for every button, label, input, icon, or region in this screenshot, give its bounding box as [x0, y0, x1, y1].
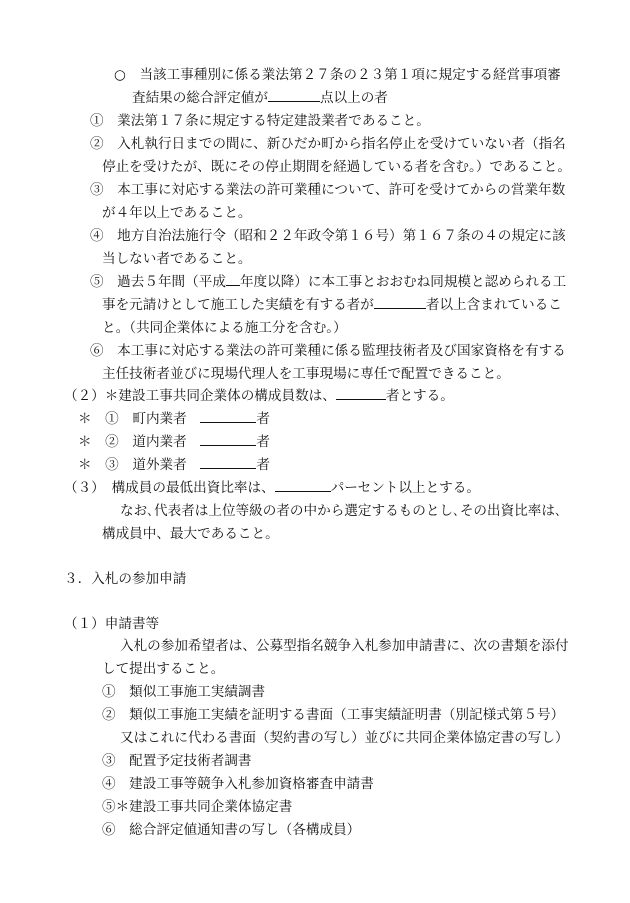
outside-count-blank	[200, 468, 256, 469]
text: 査結果の総合評定値が	[132, 90, 268, 106]
condition-item-5-cont2: と。（共同企業体による施工分を含む。）	[102, 320, 347, 336]
text: 点以上の者	[319, 90, 388, 106]
document-list-item-3: ③ 配置予定技術者調書	[102, 753, 252, 769]
text: 年度以降）に本工事とおおむね同規模と認められる工	[239, 274, 567, 290]
condition-item-5-cont	[102, 296, 562, 314]
representative-note: なお､代表者は上位等級の者の中から選定するものとし､その出資比率は､	[120, 503, 562, 519]
ratio-blank	[275, 491, 331, 492]
condition-item-4-cont: 当しない者であること。	[102, 251, 252, 267]
hokkaido-count-blank	[200, 445, 256, 446]
text: ＊ ① 町内業者	[78, 411, 187, 427]
town-count-blank	[200, 422, 256, 423]
condition-item-6-cont: 主任技術者並びに現場代理人を工事現場に専任で配置できること。	[102, 366, 510, 382]
text: 者とする。	[385, 388, 454, 404]
condition-header-cont	[132, 89, 388, 107]
score-blank	[268, 101, 320, 102]
document-list-item-2-cont: 又はこれに代わる書面（契約書の写し）並びに共同企業体協定書の写し）	[120, 730, 569, 746]
condition-item-2: ② 入札執行日までの間に、新ひだか町から指名停止を受けていない者（指名	[90, 136, 566, 152]
application-paragraph: 入札の参加希望者は、公募型指名競争入札参加申請書に、次の書類を添付	[120, 638, 569, 654]
text: （３） 構成員の最低出資比率は、	[64, 480, 275, 496]
condition-header: ○ 当該工事種別に係る業法第２７条の２３第１項に規定する経営事項審	[114, 67, 561, 83]
text: ＊ ③ 道外業者	[78, 457, 187, 473]
representative-note-cont: 構成員中、最大であること。	[102, 526, 279, 542]
member-row-hokkaido	[78, 433, 270, 451]
member-count-blank	[336, 399, 386, 400]
document-list-item-5: ⑤＊建設工事共同企業体協定書	[102, 799, 293, 815]
document-list-item-2: ② 類似工事施工実績を証明する書面（工事実績証明書（別記様式第５号）	[102, 707, 565, 723]
application-paragraph-cont: して提出すること。	[102, 661, 225, 677]
condition-item-2-cont: 停止を受けたが、既にその停止期間を経過している者を含む。）であること。	[102, 159, 571, 175]
year-blank	[226, 285, 240, 286]
text: 事を元請けとして施工した実績を有する者が	[102, 297, 374, 313]
document-list-item-4: ④ 建設工事等競争入札参加資格審査申請書	[102, 776, 374, 792]
text: 者	[256, 411, 270, 427]
member-row-town	[78, 410, 270, 428]
text: （２）＊建設工事共同企業体の構成員数は、	[64, 388, 336, 404]
document-list-item-6: ⑥ 総合評定値通知書の写し（各構成員）	[102, 822, 361, 838]
text: パーセント以上とする。	[330, 480, 480, 496]
condition-item-1: ① 業法第１７条に規定する特定建設業者であること。	[90, 113, 430, 129]
subsection-heading: （１）申請書等	[64, 616, 160, 632]
condition-item-5	[90, 273, 566, 291]
member-row-outside	[78, 456, 270, 474]
min-investment-ratio	[64, 479, 480, 497]
text: 者	[256, 434, 270, 450]
count-blank	[374, 308, 426, 309]
section-heading: ３．入札の参加申請	[64, 571, 187, 587]
text: 者以上含まれているこ	[425, 297, 562, 313]
text: ⑤ 過去５年間（平成	[90, 274, 226, 290]
condition-item-3-cont: が４年以上であること。	[102, 205, 252, 221]
jv-member-count	[64, 387, 454, 405]
document-list-item-1: ① 類似工事施工実績調書	[102, 684, 266, 700]
condition-item-6: ⑥ 本工事に対応する業法の許可業種に係る監理技術者及び国家資格を有する	[90, 343, 566, 359]
condition-item-4: ④ 地方自治法施行令（昭和２２年政令第１６号）第１６７条の４の規定に該	[90, 228, 566, 244]
text: 者	[256, 457, 270, 473]
condition-item-3: ③ 本工事に対応する業法の許可業種について、許可を受けてからの営業年数	[90, 182, 566, 198]
text: ＊ ② 道内業者	[78, 434, 187, 450]
